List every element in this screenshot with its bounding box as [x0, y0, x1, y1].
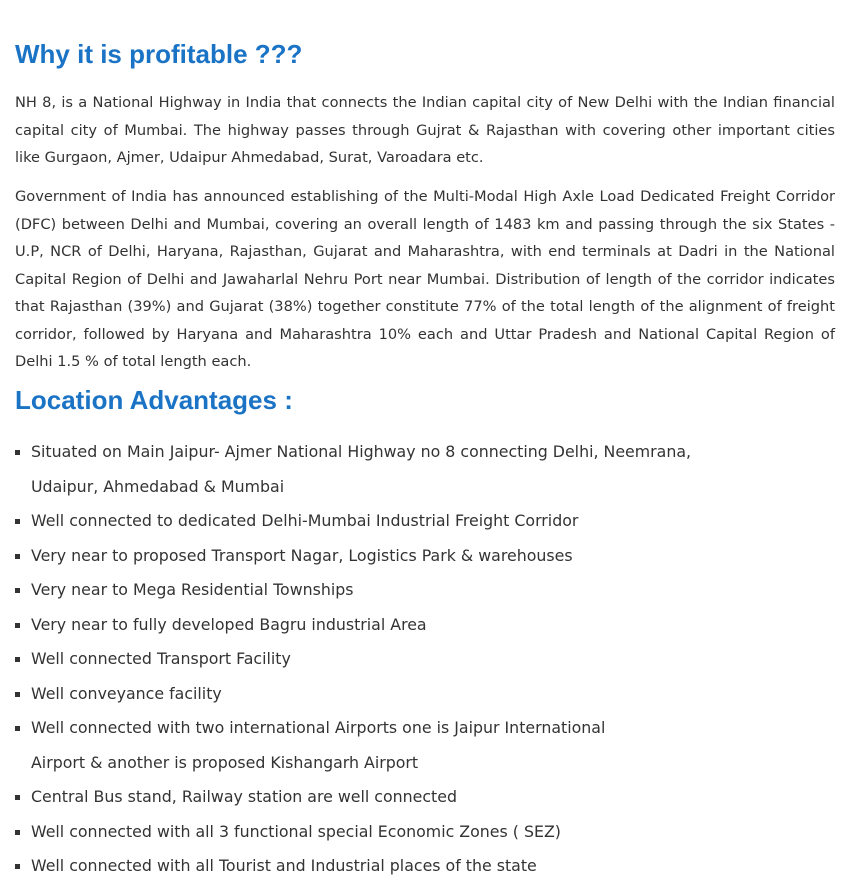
bullet-icon	[15, 554, 20, 559]
list-item-text: Well connected Transport Facility	[31, 649, 291, 668]
list-item-text: Well connected to dedicated Delhi-Mumbai Industrial Freight Corridor	[31, 511, 579, 530]
list-item-text: Very near to proposed Transport Nagar, Logistics Park & warehouses	[31, 545, 573, 565]
list-item	[15, 815, 715, 850]
bullet-icon	[15, 795, 20, 800]
list-item	[15, 608, 715, 643]
paragraph-dfc: Government of India has announced establishing of the Multi-Modal High Axle Load Dedicated Freight Corridor (DFC) between Delhi and Mumbai, covering an overall length of 1483 km and passing through the six States - U.P, NCR of Delhi, Haryana, Rajasthan, Gujarat and Maharashtra, with end terminals at Dadri in the National Capital Region of Delhi and Jawaharlal Nehru Port near Mumbai. Distribution of length of the corridor indicates that Rajasthan (39%) and Gujarat (38%) together constitute 77% of the total length of the alignment of freight corridor, followed by Haryana and Maharashtra 10% each and Uttar Pradesh and National Capital Region of Delhi 1.5 % of total length each.	[15, 188, 835, 370]
list-item-text: Very near to Mega Residential Townships	[31, 580, 354, 599]
list-item	[15, 435, 715, 504]
list-item-text: Central Bus stand, Railway station are well connected	[31, 787, 457, 806]
list-item-text-continued: Airport & another is proposed Kishangarh Airport	[31, 752, 419, 772]
section-title-location-advantages: Location Advantages :	[15, 385, 293, 415]
list-item	[15, 504, 715, 539]
list-item-text: Well connected with all Tourist and Industrial places of the state	[31, 856, 537, 875]
bullet-icon	[15, 450, 20, 455]
list-item-text: Very near to fully developed Bagru industrial Area	[31, 614, 427, 634]
list-item-text: Situated on Main Jaipur- Ajmer National Highway no 8 connecting Delhi, Neemrana,	[31, 442, 692, 461]
paragraph-nh8: NH 8, is a National Highway in India that connects the Indian capital city of New Delhi with the Indian financial capital city of Mumbai. The highway passes through Gujrat & Rajasthan with covering other important cities like Gurgaon, Ajmer, Udaipur Ahmedabad, Surat, Varoadara etc.	[15, 94, 835, 166]
bullet-icon	[15, 830, 20, 835]
list-item-text-continued: Udaipur, Ahmedabad & Mumbai	[31, 476, 285, 496]
bullet-icon	[15, 519, 20, 524]
location-advantages-list	[15, 435, 715, 884]
list-item	[15, 849, 715, 884]
bullet-icon	[15, 623, 20, 628]
section-title-why-profitable: Why it is profitable ???	[15, 39, 303, 69]
list-item	[15, 711, 715, 780]
bullet-icon	[15, 657, 20, 662]
list-item	[15, 573, 715, 608]
list-item	[15, 642, 715, 677]
list-item-text: Well connected with two international Airports one is Jaipur International	[31, 718, 606, 737]
list-item	[15, 780, 715, 815]
list-item-text: Well connected with all 3 functional special Economic Zones ( SEZ)	[31, 821, 561, 841]
list-item	[15, 677, 715, 712]
bullet-icon	[15, 692, 20, 697]
bullet-icon	[15, 726, 20, 731]
bullet-icon	[15, 864, 20, 869]
list-item	[15, 539, 715, 574]
bullet-icon	[15, 588, 20, 593]
list-item-text: Well conveyance facility	[31, 683, 222, 703]
